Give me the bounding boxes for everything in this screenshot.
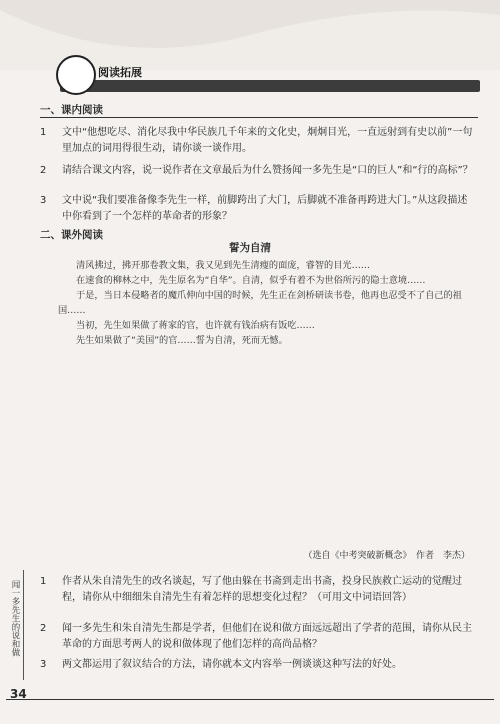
inner-question-number: 1 — [40, 127, 47, 138]
inner-question-text: 请结合课文内容，说一说作者在文章最后为什么赞扬闻一多先生是“口的巨人”和“行的高标”？ — [62, 165, 473, 176]
reading-badge-icon — [56, 55, 96, 95]
article-body — [58, 258, 478, 348]
article-paragraph: 清风拂过，拂开那卷教文集，我又见到先生清瘦的面庞，睿智的目光…… — [76, 260, 370, 271]
section-outer-reading: 二、课外阅读 — [40, 229, 103, 241]
outer-question-number: 1 — [40, 576, 47, 587]
article-paragraph: 于是，当日本侵略者的魔爪伸向中国的时候，先生正在剑桥研读书卷，他再也忍受不了自己的祖国…… — [58, 290, 462, 316]
outer-question-text: 两文都运用了叙议结合的方法，请你就本文内容举一例谈谈这种写法的好处。 — [62, 659, 402, 670]
outer-question-text: 闻一多先生和朱自清先生都是学者，但他们在说和做方面远远超出了学者的范围，请你从民主革命的方面思考两人的说和做体现了他们怎样的高尚品格？ — [62, 623, 472, 650]
article-paragraph: 当初，先生如果做了蒋家的官，也许就有钱治病有饭吃…… — [76, 320, 315, 331]
sidebar-divider — [23, 570, 24, 680]
section-inner-reading: 一、课内阅读 — [40, 104, 103, 116]
article-paragraph: 先生如果做了“美国”的官……誓为自清，死而无憾。 — [76, 335, 288, 346]
section-divider — [40, 117, 478, 118]
sidebar-vertical-title: 闻一多先生的说和做 — [10, 580, 20, 657]
header-bar — [60, 80, 480, 92]
article-paragraph: 在速食的柳林之中，先生原名为“自华”。自清，似乎有着不为世俗所污的隐士意境…… — [76, 275, 426, 286]
inner-question-text: 文中说“我们要准备像李先生一样，前脚跨出了大门，后脚就不准备再跨进大门。”从这段描述中你看到了一个怎样的革命者的形象？ — [62, 195, 468, 222]
inner-question-number: 3 — [40, 195, 47, 206]
inner-question-number: 2 — [40, 165, 47, 176]
header-label: 阅读拓展 — [98, 66, 142, 79]
outer-question-number: 3 — [40, 659, 47, 670]
inner-question-text: 文中“他想吃尽、消化尽我中华民族几千年来的文化史，炯炯目光，一直远射到有史以前”一句里加点的词用得很生动，请你谈一谈作用。 — [62, 127, 473, 154]
footer-rule — [6, 699, 494, 700]
article-title: 誓为自清 — [229, 242, 271, 254]
article-source: （选自《中考突破新概念》 作者 李杰） — [303, 551, 470, 561]
page-number: 34 — [10, 687, 27, 701]
outer-question-text: 作者从朱自清先生的改名谈起，写了他由躲在书斋到走出书斋，投身民族救亡运动的觉醒过程，请你从中细细朱自清先生有着怎样的思想变化过程？（可用文中词语回答） — [62, 576, 462, 603]
outer-question-number: 2 — [40, 623, 47, 634]
